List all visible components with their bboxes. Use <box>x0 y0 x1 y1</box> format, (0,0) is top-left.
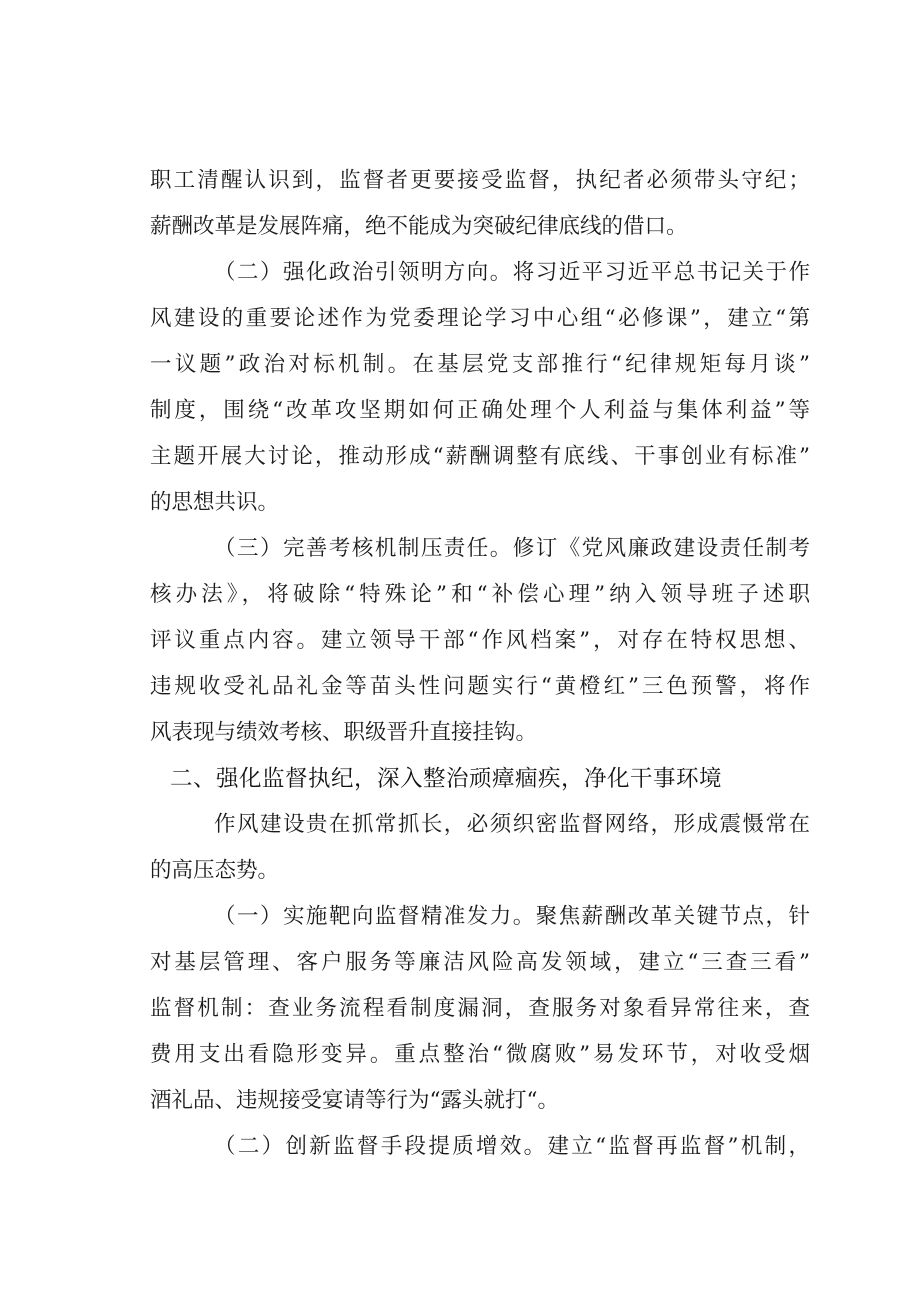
paragraph-line: 酒礼品、违规接受宴请等行为“露头就打“。 <box>150 1088 559 1113</box>
paragraph-line: 制度，围绕“改革攻坚期如何正确处理个人利益与集体利益”等 <box>150 398 810 423</box>
paragraph-line: 主题开展大讨论，推动形成“薪酬调整有底线、干事创业有标准” <box>150 444 810 469</box>
document-body <box>150 158 810 1170</box>
paragraph-line: 风表现与绩效考核、职级晋升直接挂钩。 <box>150 720 538 745</box>
paragraph-line: 一议题”政治对标机制。在基层党支部推行“纪律规矩每月谈” <box>150 352 810 377</box>
paragraph-line: （一）实施靶向监督精准发力。聚焦薪酬改革关键节点，针 <box>214 904 810 929</box>
paragraph-line: 费用支出看隐形变异。重点整治“微腐败”易发环节，对收受烟 <box>150 1042 810 1067</box>
paragraph-line: 的高压态势。 <box>150 858 280 883</box>
paragraph-line: 核办法》，将破除“特殊论”和“补偿心理”纳入领导班子述职 <box>150 582 810 607</box>
paragraph-line: 作风建设贵在抓常抓长，必须织密监督网络，形成震慑常在 <box>214 812 810 837</box>
paragraph-line: 监督机制：查业务流程看制度漏洞，查服务对象看异常往来，查 <box>150 996 810 1021</box>
paragraph-line: 职工清醒认识到，监督者更要接受监督，执纪者必须带头守纪； <box>150 168 810 193</box>
paragraph-line: 风建设的重要论述作为党委理论学习中心组“必修课”，建立“第 <box>150 306 810 331</box>
paragraph-line: 对基层管理、客户服务等廉洁风险高发领域，建立“三查三看” <box>150 950 810 975</box>
paragraph-line: 的思想共识。 <box>150 490 280 515</box>
paragraph-line: （二）创新监督手段提质增效。建立“监督再监督”机制， <box>214 1134 810 1159</box>
paragraph-line: （三）完善考核机制压责任。修订《党风廉政建设责任制考 <box>214 536 810 561</box>
section-heading: 二、强化监督执纪，深入整治顽瘴痼疾，净化干事环境 <box>170 766 723 792</box>
paragraph-line: 违规收受礼品礼金等苗头性问题实行“黄橙红”三色预警，将作 <box>150 674 810 699</box>
paragraph-line: 评议重点内容。建立领导干部“作风档案”，对存在特权思想、 <box>150 628 810 653</box>
paragraph-line: 薪酬改革是发展阵痛，绝不能成为突破纪律底线的借口。 <box>150 214 688 239</box>
paragraph-line: （二）强化政治引领明方向。将习近平习近平总书记关于作 <box>214 260 810 285</box>
